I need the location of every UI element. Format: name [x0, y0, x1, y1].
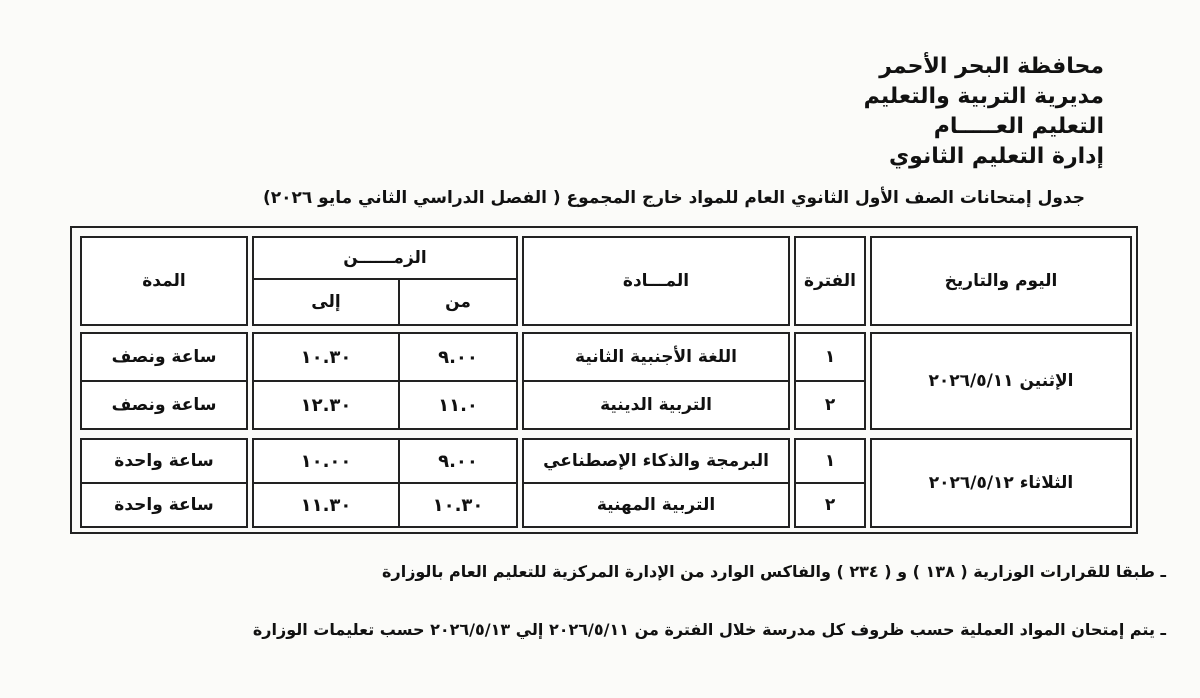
document-header [864, 52, 1104, 172]
time-from-cell: ١٠.٣٠ [398, 482, 518, 528]
header-subject: المـــادة [522, 236, 790, 326]
table-title: جدول إمتحانات الصف الأول الثانوي العام للمواد خارج المجموع ( الفصل الدراسي الثاني مايو ٢٠٢٦) [262, 188, 1085, 208]
header-time: الزمــــــن [252, 236, 518, 280]
period-cell: ٢ [794, 380, 866, 430]
duration-cell: ساعة واحدة [80, 438, 248, 484]
administration-name: إدارة التعليم الثانوي [888, 144, 1104, 169]
time-to-cell: ١٠.٠٠ [252, 438, 400, 484]
subject-cell: البرمجة والذكاء الإصطناعي [522, 438, 790, 484]
day-cell-tuesday: الثلاثاء ٢٠٢٦/٥/١٢ [870, 438, 1132, 528]
header-time-from: من [398, 278, 518, 326]
time-to-cell: ١١.٣٠ [252, 482, 400, 528]
time-to-cell: ١٢.٣٠ [252, 380, 400, 430]
note-ministerial-decisions: ـ طبقا للقرارات الوزارية ( ١٣٨ ) و ( ٢٣٤ ) والفاكس الوارد من الإدارة المركزية للتعليم العام بالوزارة [382, 562, 1166, 581]
header-period: الفترة [794, 236, 866, 326]
time-from-cell: ١١.٠ [398, 380, 518, 430]
time-to-cell: ١٠.٣٠ [252, 332, 400, 382]
time-from-cell: ٩.٠٠ [398, 438, 518, 484]
subject-cell: اللغة الأجنبية الثانية [522, 332, 790, 382]
subject-cell: التربية المهنية [522, 482, 790, 528]
header-time-to: إلى [252, 278, 400, 326]
time-from-cell: ٩.٠٠ [398, 332, 518, 382]
exam-schedule-table [70, 226, 1138, 534]
header-day-date: اليوم والتاريخ [870, 236, 1132, 326]
header-duration: المدة [80, 236, 248, 326]
period-cell: ١ [794, 332, 866, 382]
duration-cell: ساعة ونصف [80, 380, 248, 430]
directorate-name: مديرية التربية والتعليم [863, 84, 1104, 109]
department-name: التعليم العـــــام [933, 114, 1104, 139]
period-cell: ٢ [794, 482, 866, 528]
subject-cell: التربية الدينية [522, 380, 790, 430]
governorate-name: محافظة البحر الأحمر [879, 54, 1104, 79]
period-cell: ١ [794, 438, 866, 484]
note-practical-exams: ـ يتم إمتحان المواد العملية حسب ظروف كل مدرسة خلال الفترة من ٢٠٢٦/٥/١١ إلي ٢٠٢٦/٥/١٣ حسب تعليمات الوزارة [252, 620, 1166, 639]
duration-cell: ساعة واحدة [80, 482, 248, 528]
duration-cell: ساعة ونصف [80, 332, 248, 382]
day-cell-monday: الإثنين ٢٠٢٦/٥/١١ [870, 332, 1132, 430]
